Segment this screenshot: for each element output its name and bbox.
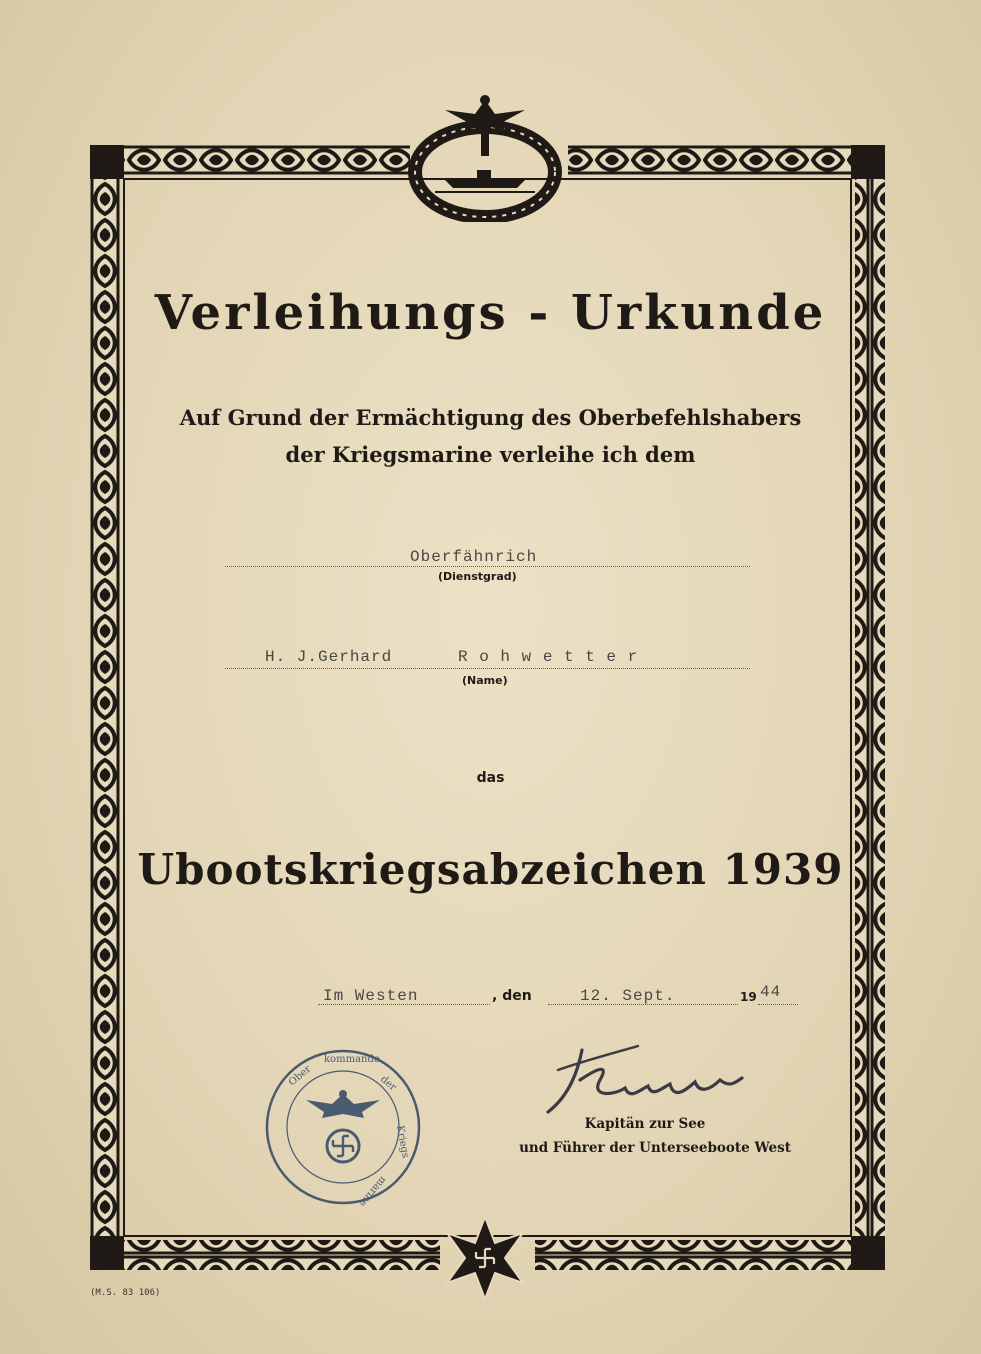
name-caption: (Name) (462, 674, 508, 687)
official-stamp (262, 1046, 424, 1208)
rank-caption: (Dienstgrad) (438, 570, 517, 583)
svg-text:der: der (378, 1073, 399, 1094)
den-label: , den (492, 988, 532, 1004)
award-name: Ubootskriegsabzeichen 1939 (137, 845, 844, 894)
name-first: H. J.Gerhard (265, 648, 393, 666)
year-suffix: 44 (760, 983, 782, 1001)
name-last: R o h w e t t e r (458, 648, 639, 666)
signer-title: und Führer der Unterseeboote West (519, 1140, 791, 1156)
rank-value: Oberfähnrich (410, 548, 538, 566)
iron-cross-icon (445, 1215, 525, 1301)
u-boat-badge-emblem (405, 92, 565, 222)
certificate-title: Verleihungs - Urkunde (154, 285, 827, 341)
year-prefix: 19 (740, 990, 757, 1004)
intro-line-1: Auf Grund der Ermächtigung des Oberbefehlshabers (179, 405, 802, 430)
year-line (758, 1004, 798, 1005)
svg-text:Kriegs: Kriegs (394, 1124, 411, 1159)
intro-line-2: der Kriegsmarine verleihe ich dem (285, 442, 696, 467)
rank-line (225, 566, 750, 567)
name-line (225, 668, 750, 669)
place-value: Im Westen (323, 987, 419, 1005)
svg-text:marine: marine (356, 1174, 389, 1208)
svg-text:Ober: Ober (286, 1063, 314, 1089)
print-code: (M.S. 83 106) (90, 1288, 161, 1298)
signer-rank: Kapitän zur See (584, 1116, 706, 1132)
date-value: 12. Sept. (580, 987, 676, 1005)
svg-text:kommando: kommando (324, 1054, 380, 1065)
das-label: das (476, 770, 505, 786)
